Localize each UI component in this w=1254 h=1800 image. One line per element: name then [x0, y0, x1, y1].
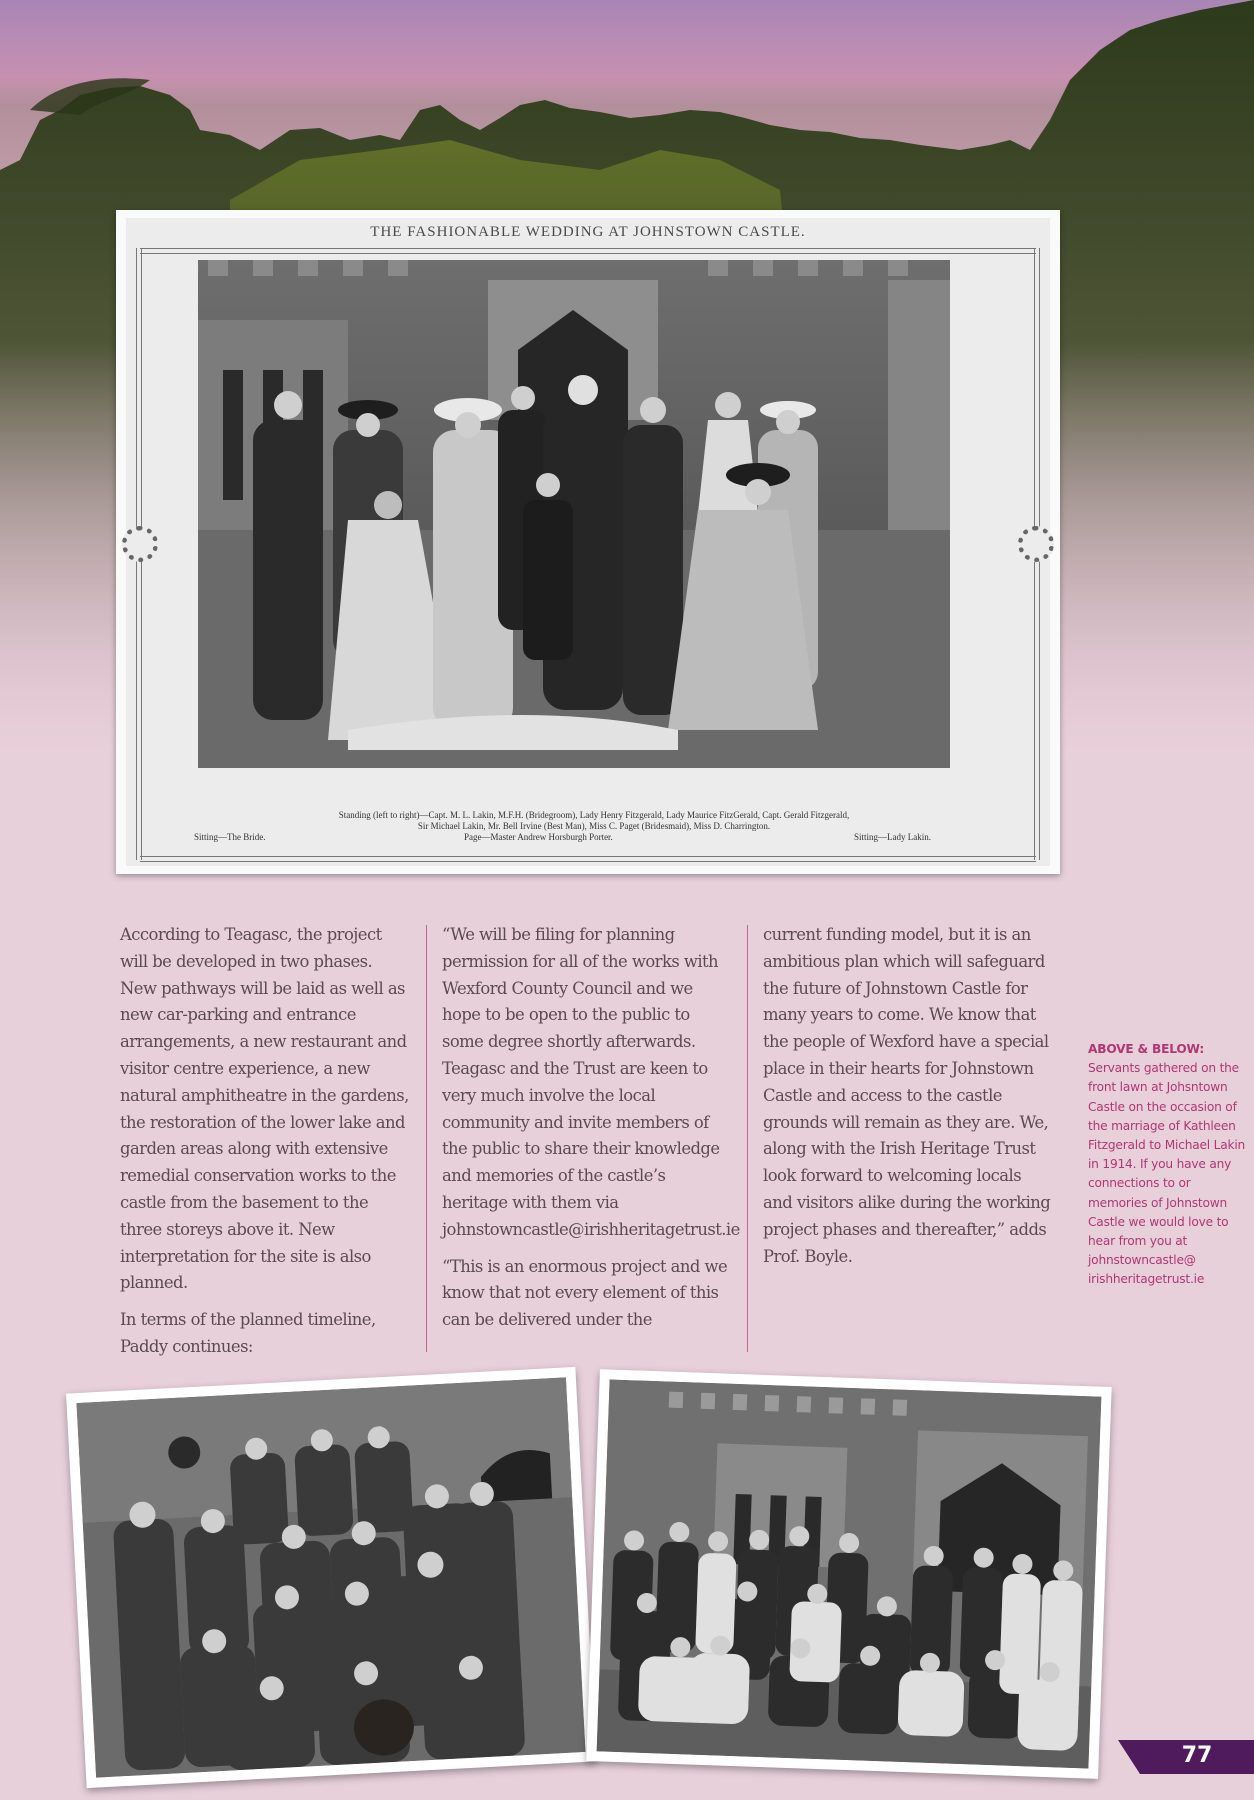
ornamental-border-top — [140, 248, 1036, 254]
servants-photo-men — [66, 1367, 596, 1788]
paragraph: “This is an enormous project and we know that not every element of this can be delivered under the — [442, 1256, 728, 1330]
article-column-1 — [120, 922, 410, 1371]
servants-group-image — [597, 1380, 1102, 1769]
caption-lead: ABOVE & BELOW: — [1088, 1042, 1205, 1056]
ornament-ring-icon — [122, 526, 158, 562]
paragraph: “We will be filing for planning permission for all of the works with Wexford County Council and we hope to be open to the public to some degree shortly afterwards. Teagasc and the Trust are keen to very much involve the local community and invite members of the public to share their knowledge and memories of the castle’s heritage with them via johnstowncastle@irishheritagetrust.ie — [442, 925, 740, 1239]
ornament-ring-icon — [1018, 526, 1054, 562]
page-number-tab — [1118, 1740, 1254, 1774]
caption-sitting-bride: Sitting—The Bride. — [194, 832, 266, 842]
caption-page: Page—Master Andrew Horsburgh Porter. — [464, 832, 613, 842]
wedding-photo-frame — [116, 210, 1060, 874]
servants-men-image — [77, 1377, 586, 1777]
page-number: 77 — [1181, 1743, 1213, 1768]
paragraph: According to Teagasc, the project will be developed in two phases. New pathways will be laid as well as new car-parking and entrance arrangements, a new restaurant and visitor centre experience, a new natural amphitheatre in the gardens, the restoration of the lower lake and garden areas along with extensive remedial conservation works to the castle from the basement to the three storeys above it. New interpretation for the site is also planned. — [120, 925, 409, 1293]
paragraph: In terms of the planned timeline, Paddy continues: — [120, 1310, 376, 1356]
column-divider — [747, 925, 748, 1352]
article-column-3 — [763, 922, 1053, 1280]
caption-sitting-lady: Sitting—Lady Lakin. — [854, 832, 931, 842]
ornamental-border-bottom — [140, 856, 1036, 862]
column-divider — [426, 925, 427, 1352]
wedding-clipping — [126, 218, 1050, 866]
paragraph: current funding model, but it is an ambitious plan which will safeguard the future of Johnstown Castle for many years to come. We know that the people of Wexford have a special place in their hearts for Johnstown Castle and access to the castle grounds will remain as they are. We, along with the Irish Heritage Trust look forward to welcoming locals and visitors alike during the working project phases and thereafter,” adds Prof. Boyle. — [763, 925, 1051, 1266]
wedding-photo-title: THE FASHIONABLE WEDDING AT JOHNSTOWN CASTLE. — [370, 224, 806, 240]
article-column-2 — [442, 922, 740, 1344]
caption-standing: Standing (left to right)—Capt. M. L. Lakin, M.F.H. (Bridegroom), Lady Henry Fitzgerald, Lady Maurice FitzGerald, Capt. Gerald Fitzgerald, — [338, 810, 850, 820]
caption-standing-cont: Sir Michael Lakin, Mr. Bell Irvine (Best Man), Miss C. Paget (Bridesmaid), Miss D. Charrington. — [417, 821, 771, 831]
servants-photo-group — [586, 1369, 1111, 1779]
wedding-photo-caption — [194, 810, 990, 843]
photo-side-caption — [1088, 1040, 1248, 1290]
wedding-party-photo — [198, 260, 950, 768]
caption-text: Servants gathered on the front lawn at Johsntown Castle on the occasion of the marriage of Kathleen Fitzgerald to Michael Lakin in 1914. If you have any connections to or memories of Johnstown Castle we would love to hear from you at johnstowncastle@ irishheritagetrust.ie — [1088, 1061, 1246, 1287]
